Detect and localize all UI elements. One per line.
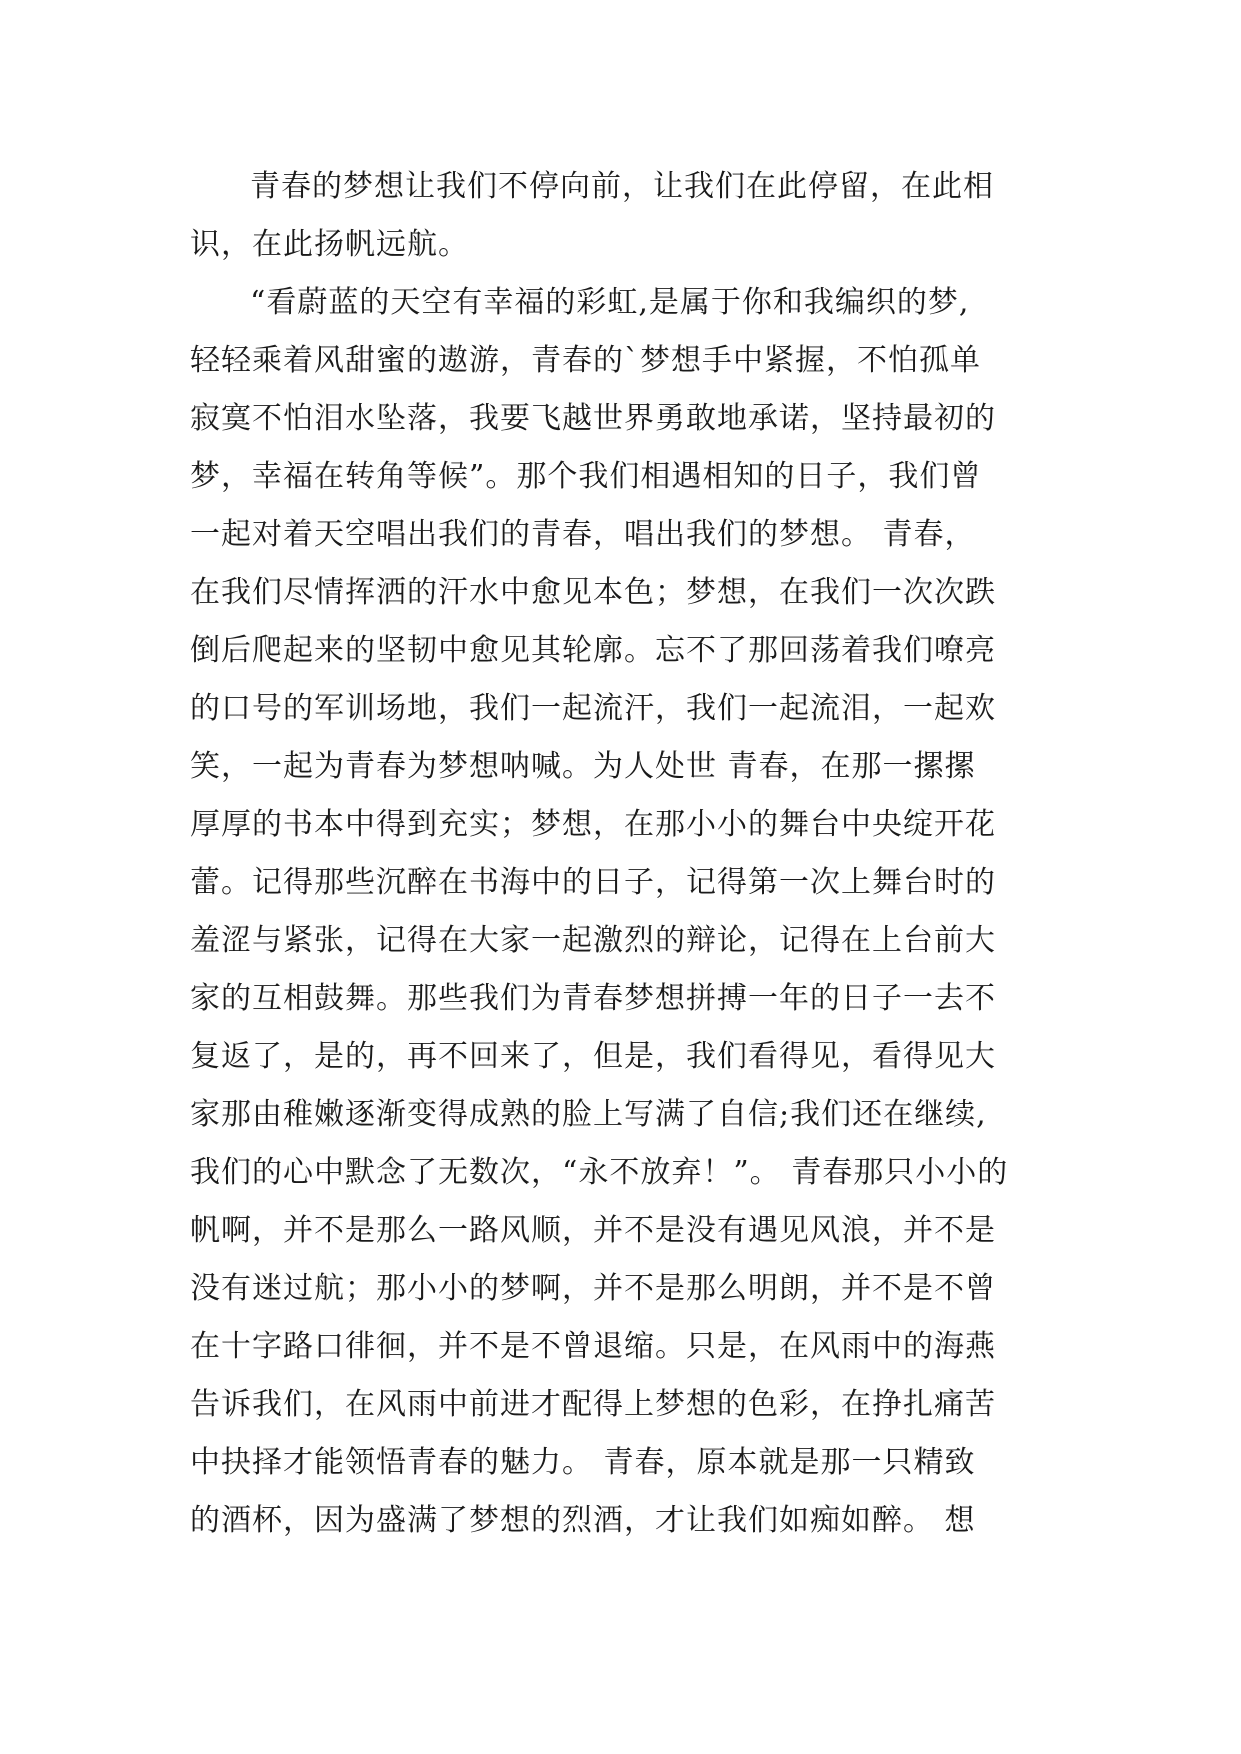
text-line: 笑，一起为青春为梦想呐喊。为人处世 青春，在那一摞摞	[190, 749, 976, 784]
essay-text	[190, 158, 1050, 1550]
text-line: 帆啊，并不是那么一路风顺，并不是没有遇见风浪，并不是	[190, 1213, 996, 1248]
text-line: 一起对着天空唱出我们的青春，唱出我们的梦想。 青春，	[190, 517, 976, 552]
text-line: “看蔚蓝的天空有幸福的彩虹,是属于你和我编织的梦,	[250, 285, 970, 320]
text-line: 中抉择才能领悟青春的魅力。 青春，原本就是那一只精致	[190, 1445, 976, 1480]
text-line: 的酒杯，因为盛满了梦想的烈酒，才让我们如痴如醉。 想	[190, 1503, 976, 1538]
text-line: 在十字路口徘徊，并不是不曾退缩。只是，在风雨中的海燕	[190, 1329, 996, 1364]
text-line: 我们的心中默念了无数次，“永不放弃！”。 青春那只小小的	[190, 1155, 1009, 1190]
text-line: 厚厚的书本中得到充实；梦想，在那小小的舞台中央绽开花	[190, 807, 996, 842]
text-line: 梦，幸福在转角等候”。那个我们相遇相知的日子，我们曾	[190, 459, 982, 494]
text-line: 告诉我们，在风雨中前进才配得上梦想的色彩，在挣扎痛苦	[190, 1387, 996, 1422]
text-line: 没有迷过航；那小小的梦啊，并不是那么明朗，并不是不曾	[190, 1271, 996, 1306]
text-line: 蕾。记得那些沉醉在书海中的日子，记得第一次上舞台时的	[190, 865, 996, 900]
text-line: 家的互相鼓舞。那些我们为青春梦想拼搏一年的日子一去不	[190, 981, 996, 1016]
text-line: 家那由稚嫩逐渐变得成熟的脸上写满了自信;我们还在继续,	[190, 1097, 987, 1132]
text-line: 倒后爬起来的坚韧中愈见其轮廓。忘不了那回荡着我们嘹亮	[190, 633, 996, 668]
text-line: 寂寞不怕泪水坠落，我要飞越世界勇敢地承诺，坚持最初的	[190, 401, 996, 436]
text-line: 轻轻乘着风甜蜜的遨游，青春的`梦想手中紧握，不怕孤单	[190, 343, 981, 378]
text-line: 识，在此扬帆远航。	[190, 227, 469, 262]
text-line: 在我们尽情挥洒的汗水中愈见本色；梦想，在我们一次次跌	[190, 575, 996, 610]
text-line: 青春的梦想让我们不停向前，让我们在此停留，在此相	[250, 169, 994, 204]
text-line: 的口号的军训场地，我们一起流汗，我们一起流泪，一起欢	[190, 691, 996, 726]
text-line: 复返了，是的，再不回来了，但是，我们看得见，看得见大	[190, 1039, 996, 1074]
text-line: 羞涩与紧张，记得在大家一起激烈的辩论，记得在上台前大	[190, 923, 996, 958]
